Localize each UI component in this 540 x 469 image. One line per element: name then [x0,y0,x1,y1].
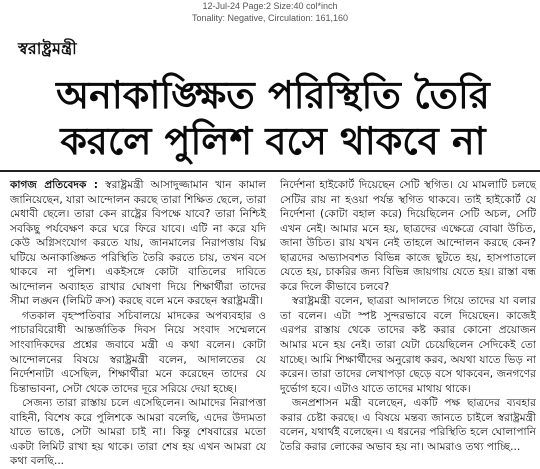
headline-line-2: করলে পুলিশ বসে থাকবে না [60,119,486,163]
article-kicker: স্বরাষ্ট্রমন্ত্রী [18,39,77,58]
byline: কাগজ প্রতিবেদক : [10,179,99,191]
article-column-right [280,178,536,453]
article-column-left [10,178,266,468]
headline-divider [0,170,540,172]
paragraph [10,178,266,309]
paragraph: নির্দেশনা হাইকোর্ট দিয়েছেন সেটি স্থগিত। যে মামলাটি চলছে সেটির রায় না হওয়া পর্যন্ত স্থগিত থাকবে। তাই হাইকোর্ট যে নির্দেশনা (কোটা বহাল করে) দিয়েছিলেন সেটি অচল, সেটি এখন নেই। আমার মনে হয়, ছাত্রদের এক্ষেত্রে বোঝা উচিত, জানা উচিত। রায় যখন নেই তাহলে আন্দোলন করছে কেন? ছাত্রদের অভ্যাসবশত বিভিন্ন কাজে ছুটতে হয়, হাসপাতালে যেতে হয়, চাকরির জন্য বিভিন্ন জায়গায় যেতে হয়। রাস্তা বন্ধ করে দিলে কীভাবে চলবে? [280,179,536,293]
paragraph: গতকাল বৃহস্পতিবার সচিবালয়ে মাদকের অপব্যবহার ও পাচারবিরোধী আন্তর্জাতিক দিবস নিয়ে সংবাদ সম্মেলনে সাংবাদিকদের প্রশ্নের জবাবে মন্ত্রী এ কথা বলেন। কোটা আন্দোলনের বিষয়ে স্বরাষ্ট্রমন্ত্রী বলেন, আদালতের যে নির্দেশনাটা এসেছিল, শিক্ষার্থীরা মনে করেছেন তাদের যে চিন্তাভাবনা, সেটা থেকে তাদের দূরে সরিয়ে দেয়া হচ্ছে। [10,309,266,395]
paragraph-text: স্বরাষ্ট্রমন্ত্রী আসাদুজ্জামান খান কামাল জানিয়েছেন, যারা আন্দোলন করছে তারা শিক্ষিত ছেলে, তারা মেধাবী ছেলে। তারা কেন রাষ্ট্রের বিপক্ষে যাবে? তারা নিশ্চিই সবকিছু পর্যবেক্ষণ করে ঘরে ফিরে যাবে। এটি না করে যদি কেউ অগ্নিসংযোগ করতে যায়, জানমালের নিরাপত্তায় বিঘ্ন ঘটিয়ে অনাকাঙ্ক্ষিত পরিস্থিতি তৈরি করতে চায়, তখন বসে থাকবে না পুলিশ। একইসঙ্গে কোটা বাতিলের দাবিতে আন্দোলন অব্যাহত রাখার ঘোষণা দিয়ে শিক্ষার্থীরা তাদের সীমা লঙ্ঘন (লিমিট ক্রস) করছে বলে মনে করছেন স্বরাষ্ট্রমন্ত্রী। [10,179,266,308]
clipping-meta-line1: 12-Jul-24 Page:2 Size:40 col*inch [202,1,338,11]
clipping-meta-line2: Tonality: Negative, Circulation: 161,160 [191,13,349,23]
paragraph: স্বরাষ্ট্রমন্ত্রী বলেন, ছাত্ররা আদালতে গিয়ে তাদের যা বলার তা বলেন। এটা স্পষ্ট সুন্দরভাবে বলে দিয়েছেন। কাজেই এরপর রাস্তায় থেকে তাদের কষ্ট করার কোনো প্রয়োজন আমার মনে হয় নেই। তারা যেটা চেয়েছিলেন সেদিকেই তো যাচ্ছে। আমি শিক্ষার্থীদের অনুরোধ করব, অযথা যাতে ভিড় না করেন। তারা তাদের লেখাপড়া ছেড়ে বসে থাকবেন, জনগণের দুর্ভোগ হবে। এটাও যাতে তাদের মাথায় থাকে। [280,295,536,395]
paragraph: সেজন্য তারা রাস্তায় চলে এসেছিলেন। আমাদের নিরাপত্তা বাহিনী, বিশেষ করে পুলিশকে আমরা বলেছি, এদের উদ্যমতা যাতে ভাঙে, সেটা আমরা চাই না। কিন্তু শেষবারের মতো একটা লিমিট রাখা হয় থাকে। তারা শেষ হয় এখন আমরা যে কথা বলছি... [10,397,266,468]
headline-line-1: অনাকাঙ্ক্ষিত পরিস্থিতি তৈরি [56,73,490,117]
paragraph: জনপ্রশাসন মন্ত্রী বলেছেন, একটি পক্ষ ছাত্রদের ব্যবহার করার চেষ্টা করছে। এ বিষয়ে মন্তব্য জানতে চাইলে স্বরাষ্ট্রমন্ত্রী বলেন, যথার্থই বলেছেন। এ ধরনের পরিস্থিতি হলে ঘোলাপানি তৈরি করার লোকের অভাব হয় না। আমরাও তথ্য পাচ্ছি... [280,397,536,453]
